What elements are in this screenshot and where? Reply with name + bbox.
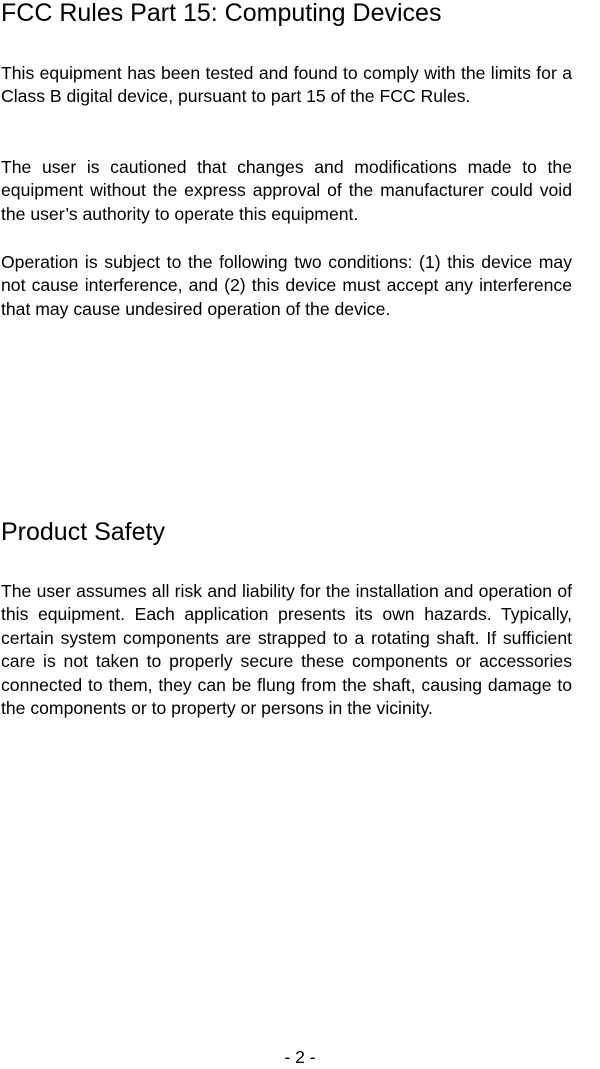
fcc-paragraph-compliance: This equipment has been tested and found to comply with the limits for a Class B digital device, pursuant to part 15 of the FCC Rules. [1, 63, 572, 107]
safety-paragraph: The user assumes all risk and liability for the installation and operation of this equipment. Each application presents its own hazards. Typically, certain system components are strapped to a rotating shaft. If sufficient care is not taken to properly secure these components or accessories connected to them, they can be flung from the shaft, causing damage to the components or to property or persons in the vicinity. [1, 581, 572, 719]
fcc-section-title: FCC Rules Part 15: Computing Devices [1, 0, 442, 27]
fcc-paragraph-caution: The user is cautioned that changes and modifications made to the equipment without the express approval of the manufacturer could void the user’s authority to operate this equipment. [1, 157, 572, 224]
safety-section-title: Product Safety [1, 518, 165, 546]
page-number: - 2 - [284, 1047, 316, 1067]
fcc-paragraph-conditions: Operation is subject to the following two conditions: (1) this device may not cause interference, and (2) this device must accept any interference that may cause undesired operation of the device. [1, 252, 572, 319]
